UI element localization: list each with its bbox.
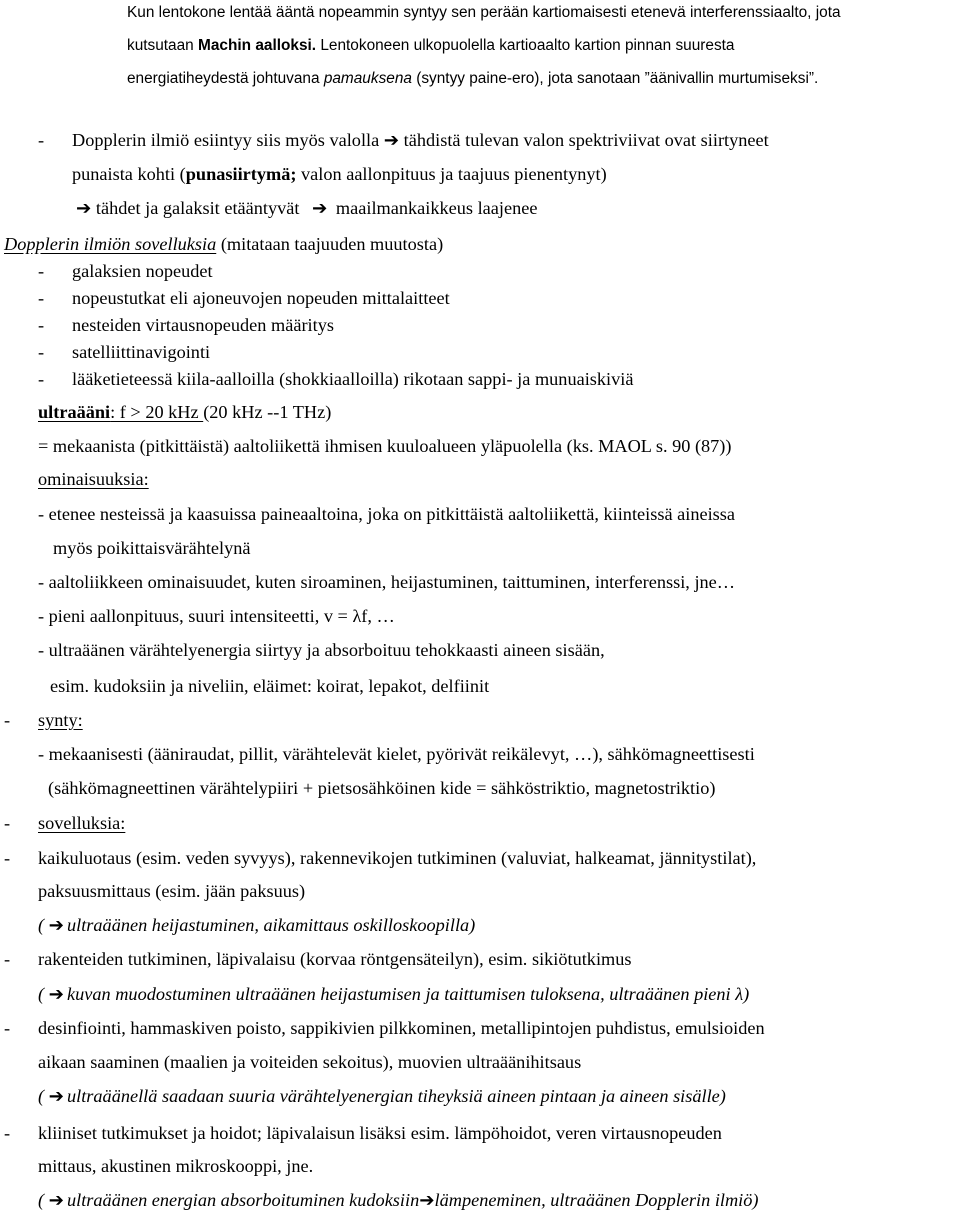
doppler-light-text: valon aallonpituus ja taajuus pienentynyt)	[296, 164, 607, 184]
use-dash: -	[4, 949, 11, 969]
right-arrow-icon: ➔	[48, 1190, 64, 1211]
paren-open: (	[38, 1190, 49, 1210]
doppler-light-text: maailmankaikkeus laajenee	[331, 198, 538, 218]
uses-dash: -	[4, 813, 11, 833]
redshift-term: punasiirtymä;	[185, 164, 297, 184]
property-line: - aaltoliikkeen ominaisuudet, kuten siroaminen, heijastuminen, taittuminen, interferenssi, jne…	[38, 572, 736, 592]
sonic-boom-term: pamauksena	[323, 70, 412, 87]
use-line: rakenteiden tutkiminen, läpivalaisu (korvaa röntgensäteilyn), esim. sikiötutkimus	[38, 949, 632, 969]
intro-line-3	[127, 71, 818, 86]
use-dash: -	[4, 1123, 11, 1143]
use-note-text: ultraäänen energian absorboituminen kudoksiin	[67, 1190, 420, 1210]
property-line: - etenee nesteissä ja kaasuissa paineaaltoina, joka on pitkittäistä aaltoliikettä, kiinteissä aineissa	[38, 504, 735, 524]
intro-line-1	[127, 5, 841, 20]
doppler-light-line-1	[72, 131, 769, 150]
ultrasound-definition-heading	[38, 403, 331, 421]
properties-title: ominaisuuksia:	[38, 469, 149, 489]
list-item-dash: -	[38, 315, 45, 335]
applications-title-rest: (mitataan taajuuden muutosta)	[216, 234, 444, 254]
list-item: nopeustutkat eli ajoneuvojen nopeuden mittalaitteet	[72, 288, 450, 308]
use-note-text: kuvan muodostuminen ultraäänen heijastumisen ja taittumisen tuloksena, ultraäänen pieni λ)	[67, 984, 750, 1004]
ultrasound-term: ultraääni	[38, 402, 111, 422]
origin-line: (sähkömagneettinen värähtelypiiri + pietsosähköinen kide = sähköstriktio, magnetostriktio)	[48, 778, 716, 798]
use-note	[38, 916, 475, 935]
right-arrow-icon: ➔	[76, 198, 92, 219]
property-line: esim. kudoksiin ja niveliin, eläimet: koirat, lepakot, delfiinit	[50, 676, 490, 696]
intro-line-2	[127, 38, 734, 53]
list-item-dash: -	[38, 261, 45, 281]
list-item: lääketieteessä kiila-aalloilla (shokkiaalloilla) rikotaan sappi- ja munuaiskiviä	[72, 369, 634, 389]
use-note-text: ultraäänen heijastuminen, aikamittaus oskilloskoopilla)	[67, 915, 476, 935]
applications-title: Dopplerin ilmiön sovelluksia	[4, 234, 217, 254]
use-line: kliiniset tutkimukset ja hoidot; läpivalaisun lisäksi esim. lämpöhoidot, veren virtausnopeuden	[38, 1123, 722, 1143]
list-item-dash: -	[38, 288, 45, 308]
doppler-light-dash: -	[38, 130, 45, 150]
list-item: satelliittinavigointi	[72, 342, 211, 362]
property-line: - pieni aallonpituus, suuri intensiteetti, v = λf, …	[38, 606, 395, 626]
mach-wave-term: Machin aalloksi.	[198, 37, 317, 54]
use-line: desinfiointi, hammaskiven poisto, sappikivien pilkkominen, metallipintojen puhdistus, emulsioiden	[38, 1018, 765, 1038]
use-line: aikaan saaminen (maalien ja voiteiden sekoitus), muovien ultraäänihitsaus	[38, 1052, 582, 1072]
doppler-light-text: tähdet ja galaksit etääntyvät	[91, 198, 305, 218]
use-dash: -	[4, 1018, 11, 1038]
property-line: myös poikittaisvärähtelynä	[53, 538, 251, 558]
ultrasound-definition-line: = mekaanista (pitkittäistä) aaltoliikettä ihmisen kuuloalueen yläpuolella (ks. MAOL s. 90 (87))	[38, 436, 732, 456]
list-item: galaksien nopeudet	[72, 261, 213, 281]
applications-heading	[4, 235, 443, 253]
use-line: mittaus, akustinen mikroskooppi, jne.	[38, 1156, 314, 1176]
use-note	[38, 1191, 759, 1210]
doppler-light-line-3	[76, 199, 537, 218]
origin-dash: -	[4, 710, 11, 730]
use-dash: -	[4, 848, 11, 868]
intro-text: Lentokoneen ulkopuolella kartioaalto kartion pinnan suuresta	[316, 37, 735, 54]
right-arrow-icon: ➔	[383, 130, 400, 151]
origin-title: synty:	[38, 710, 83, 730]
uses-title: sovelluksia:	[38, 813, 126, 833]
paren-open: (	[38, 915, 49, 935]
use-note-text: ultraäänellä saadaan suuria värähtelyenergian tiheyksiä aineen pintaan ja aineen sisälle)	[67, 1086, 726, 1106]
property-line: - ultraäänen värähtelyenergia siirtyy ja absorboituu tehokkaasti aineen sisään,	[38, 640, 605, 660]
use-note	[38, 1087, 726, 1106]
right-arrow-icon: ➔	[312, 198, 328, 219]
right-arrow-icon: ➔	[48, 1086, 64, 1107]
right-arrow-icon: ➔	[419, 1190, 435, 1211]
ultrasound-frequency: : f > 20 kHz	[110, 402, 204, 422]
paren-open: (	[38, 984, 49, 1004]
use-line: kaikuluotaus (esim. veden syvyys), rakennevikojen tutkiminen (valuviat, halkeamat, jännitystilat),	[38, 848, 757, 868]
intro-text: energiatiheydestä johtuvana	[127, 70, 324, 87]
right-arrow-icon: ➔	[48, 984, 64, 1005]
right-arrow-icon: ➔	[48, 915, 64, 936]
ultrasound-range: (20 kHz --1 THz)	[203, 402, 332, 422]
doppler-light-line-2	[72, 165, 607, 183]
intro-text: Kun lentokone lentää ääntä nopeammin syntyy sen perään kartiomaisesti etenevä interferenssiaalto, jota	[127, 4, 841, 21]
use-line: paksuusmittaus (esim. jään paksuus)	[38, 881, 306, 901]
use-note	[38, 985, 749, 1004]
paren-open: (	[38, 1086, 49, 1106]
origin-line: - mekaanisesti (ääniraudat, pillit, värähtelevät kielet, pyörivät reikälevyt, …), sähkömagneettisesti	[38, 744, 755, 764]
doppler-light-text: Dopplerin ilmiö esiintyy siis myös valolla	[72, 130, 384, 150]
use-note-text: lämpeneminen, ultraäänen Dopplerin ilmiö)	[434, 1190, 759, 1210]
doppler-light-text: punaista kohti (	[72, 164, 186, 184]
doppler-light-text: tähdistä tulevan valon spektriviivat ovat siirtyneet	[399, 130, 769, 150]
list-item-dash: -	[38, 369, 45, 389]
list-item: nesteiden virtausnopeuden määritys	[72, 315, 334, 335]
list-item-dash: -	[38, 342, 45, 362]
intro-text: kutsutaan	[127, 37, 199, 54]
intro-text: (syntyy paine-ero), jota sanotaan ”äänivallin murtumiseksi”.	[411, 70, 819, 87]
